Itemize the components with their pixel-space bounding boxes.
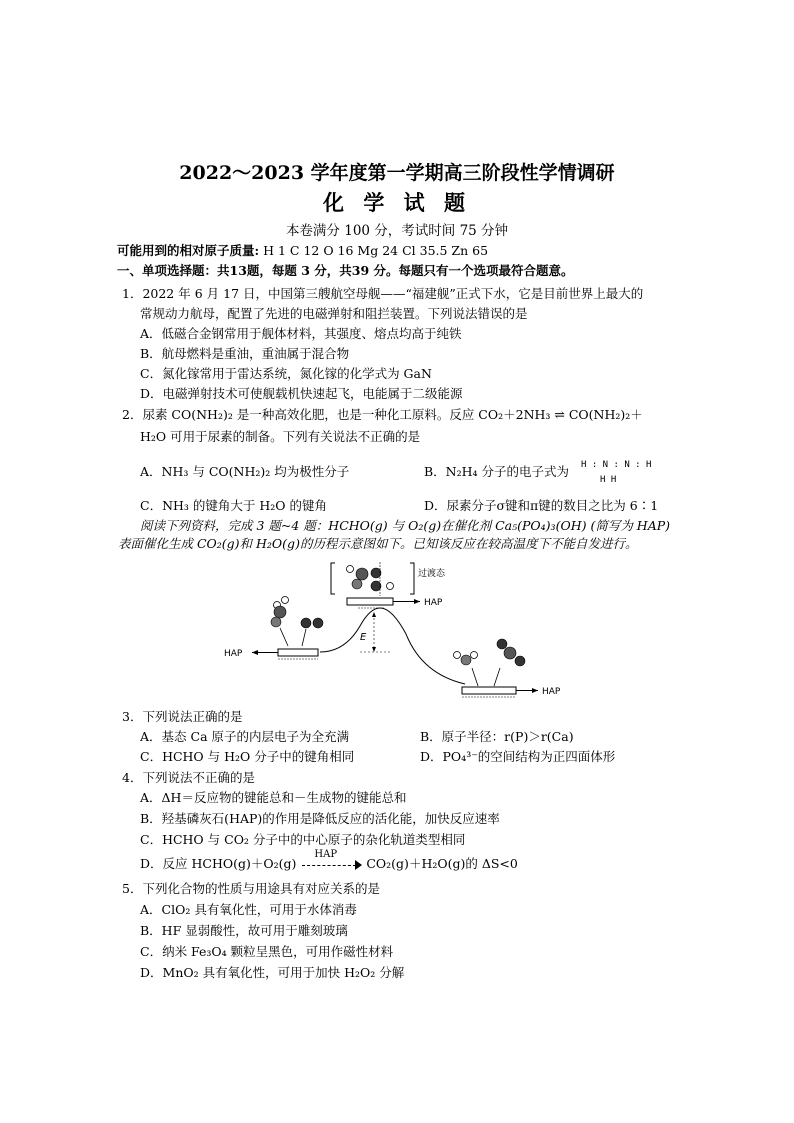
q2-option-c: C．NH₃ 的键角大于 H₂O 的键角 bbox=[140, 498, 327, 513]
q4-option-d bbox=[140, 848, 518, 872]
q4-d-products: CO₂(g)＋H₂O(g)的 ΔS<0 bbox=[366, 856, 518, 871]
atomic-mass-values: H 1 C 12 O 16 Mg 24 Cl 35.5 Zn 65 bbox=[263, 243, 489, 258]
atomic-mass-line bbox=[117, 243, 488, 259]
middle-hap-label: HAP bbox=[424, 598, 443, 608]
q5-stem: 5．下列化合物的性质与用途具有对应关系的是 bbox=[122, 881, 380, 896]
q1-option-a: A．低磁合金钢常用于舰体材料，其强度、熔点均高于纯铁 bbox=[140, 326, 462, 341]
q4-stem: 4．下列说法不正确的是 bbox=[122, 770, 255, 785]
q3-stem: 3．下列说法正确的是 bbox=[122, 709, 243, 724]
exam-info: 本卷满分 100 分，考试时间 75 分钟 bbox=[285, 223, 509, 239]
transition-state-box bbox=[331, 562, 446, 608]
q2-stem-line2: H₂O 可用于尿素的制备。下列有关说法不正确的是 bbox=[140, 429, 421, 444]
q4-option-c: C．HCHO 与 CO₂ 分子中的中心原子的杂化轨道类型相同 bbox=[140, 832, 466, 847]
lewis-structure-top: H : N : N : H bbox=[581, 460, 652, 470]
q4-d-reactants: D．反应 HCHO(g)＋O₂(g) bbox=[140, 856, 297, 871]
q3-option-d: D．PO₄³⁻的空间结构为正四面体形 bbox=[420, 749, 616, 764]
transition-state-label: 过渡态 bbox=[418, 569, 446, 579]
q5-option-a: A．ClO₂ 具有氧化性，可用于水体消毒 bbox=[140, 902, 357, 917]
right-hap-surface bbox=[454, 639, 561, 697]
section-heading: 一、单项选择题：共13题，每题 3 分，共39 分。每题只有一个选项最符合题意。 bbox=[117, 263, 574, 278]
q3-option-a: A．基态 Ca 原子的内层电子为全充满 bbox=[140, 729, 349, 744]
q5-option-d: D．MnO₂ 具有氧化性，可用于加快 H₂O₂ 分解 bbox=[140, 965, 405, 980]
exam-title: 2022～2023 学年度第一学期高三阶段性学情调研 bbox=[179, 162, 615, 184]
q1-stem-line1: 1．2022 年 6 月 17 日，中国第三艘航空母舰——“福建舰”正式下水，它是目前世界上最大的 bbox=[122, 286, 644, 301]
atomic-mass-label: 可能用到的相对原子质量: bbox=[117, 243, 260, 258]
q1-option-c: C．氮化镓常用于雷达系统，氮化镓的化学式为 GaN bbox=[140, 366, 432, 381]
q5-option-c: C．纳米 Fe₃O₄ 颗粒呈黑色，可用作磁性材料 bbox=[140, 944, 394, 959]
exam-subtitle: 化 学 试 题 bbox=[323, 190, 471, 215]
reaction-pathway-figure bbox=[210, 556, 590, 704]
left-molecules bbox=[271, 597, 323, 647]
q4-option-a: A．ΔH＝反应物的键能总和－生成物的键能总和 bbox=[140, 790, 407, 805]
q2-stem-line1: 2．尿素 CO(NH₂)₂ 是一种高效化肥，也是一种化工原料。反应 CO₂＋2NH₃ ⇌ CO(NH₂)₂＋ bbox=[122, 407, 643, 422]
q3-option-b: B．原子半径：r(P)＞r(Ca) bbox=[420, 729, 574, 744]
q1-stem-line2: 常规动力航母，配置了先进的电磁弹射和阻拦装置。下列说法错误的是 bbox=[140, 306, 528, 321]
q2-option-b: B．N₂H₄ 分子的电子式为 bbox=[424, 464, 570, 479]
lewis-structure-bottom: H H bbox=[600, 475, 617, 485]
left-hap-surface bbox=[224, 649, 318, 659]
energy-label: E bbox=[360, 632, 367, 643]
q5-option-b: B．HF 显弱酸性，故可用于雕刻玻璃 bbox=[140, 923, 348, 938]
reaction-arrow-label: HAP bbox=[314, 848, 338, 860]
energy-curve bbox=[320, 608, 465, 684]
passage-line1: 阅读下列资料，完成 3 题~4 题：HCHO(g) 与 O₂(g)在催化剂 Ca₅(PO₄)₃(OH) (简写为 HAP) bbox=[140, 518, 671, 533]
q1-option-d: D．电磁弹射技术可使舰载机快速起飞，电能属于二级能源 bbox=[140, 386, 463, 401]
passage-line2: 表面催化生成 CO₂(g)和 H₂O(g)的历程示意图如下。已知该反应在较高温度下不能自发进行。 bbox=[118, 536, 638, 551]
q2-option-d: D．尿素分子σ键和π键的数目之比为 6∶1 bbox=[424, 498, 659, 513]
q1-option-b: B．航母燃料是重油，重油属于混合物 bbox=[140, 346, 350, 361]
q2-option-a: A．NH₃ 与 CO(NH₂)₂ 均为极性分子 bbox=[140, 464, 350, 479]
left-hap-label: HAP bbox=[224, 649, 243, 659]
reaction-arrow bbox=[300, 848, 362, 872]
q4-option-b: B．羟基磷灰石(HAP)的作用是降低反应的活化能，加快反应速率 bbox=[140, 811, 500, 826]
right-hap-label: HAP bbox=[542, 687, 561, 697]
q3-option-c: C．HCHO 与 H₂O 分子中的键角相同 bbox=[140, 749, 355, 764]
